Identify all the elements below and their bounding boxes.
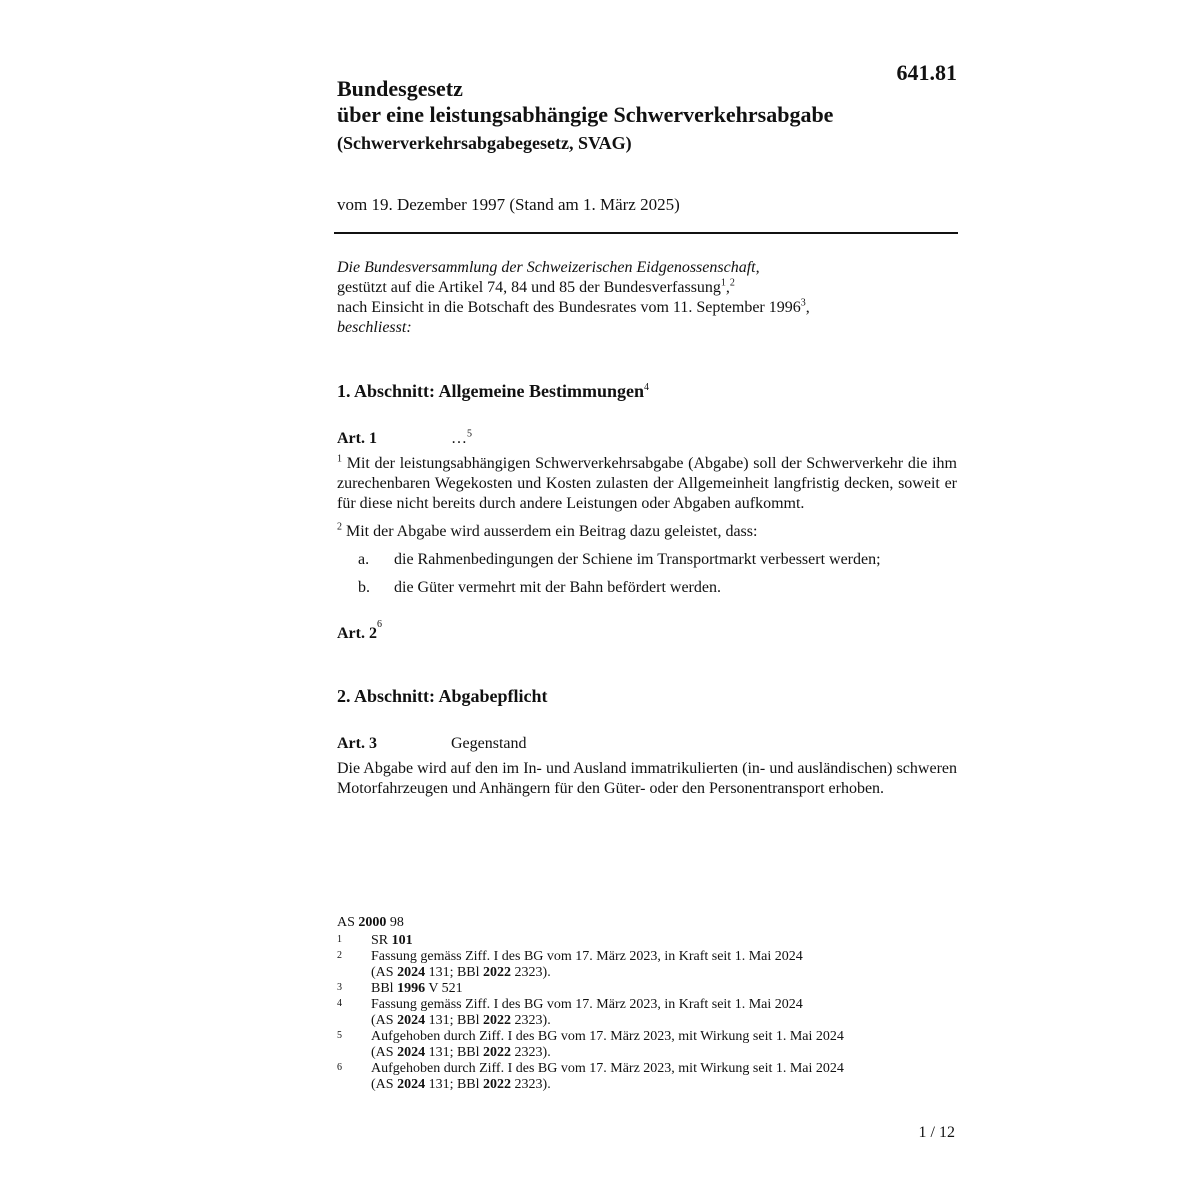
law-title (337, 76, 957, 128)
preamble-line-4: beschliesst: (337, 319, 412, 336)
title-line-1: Bundesgesetz (337, 76, 463, 101)
article-3-heading (337, 735, 957, 753)
footnote-ref-1[interactable]: 1 (720, 277, 726, 289)
preamble (337, 258, 957, 338)
header-divider (334, 232, 958, 234)
footnote-2: 2 Fassung gemäss Ziff. I des BG vom 17. März 2023, in Kraft seit 1. Mai 2024 (AS 2024 131; BBl 2022 2323). (337, 949, 803, 980)
article-1-para-2: $^2$ Mit der Abgabe wird ausserdem ein Beitrag dazu geleistet, dass: (337, 521, 758, 540)
law-date: vom 19. Dezember 1997 (Stand am 1. März 2025) (337, 195, 680, 214)
footnote-ref-2[interactable]: 2 (729, 277, 735, 289)
section-2-heading: 2. Abschnitt: Abgabepflicht (337, 686, 548, 706)
sr-number: 641.81 (896, 60, 957, 85)
footnote-5: 5 Aufgehoben durch Ziff. I des BG vom 17. März 2023, mit Wirkung seit 1. Mai 2024 (AS 2024 131; BBl 2022 2323). (337, 1029, 844, 1060)
article-3-para-1: Die Abgabe wird auf den im In- und Ausland immatrikulierten (in- und ausländischen) schweren Motorfahrzeugen und Anhängern für den Güter- oder den Personentransport erhoben. (337, 760, 957, 797)
footnote-6: 6 Aufgehoben durch Ziff. I des BG vom 17. März 2023, mit Wirkung seit 1. Mai 2024 (AS 2024 131; BBl 2022 2323). (337, 1061, 844, 1092)
preamble-line-3: nach Einsicht in die Botschaft des Bundesrates vom 11. September 1996$^3$, (337, 297, 810, 316)
list-item: b. die Güter vermehrt mit der Bahn befördert werden. (358, 579, 721, 596)
article-2-number: Art. 2 (337, 625, 377, 642)
article-1-title: …$^5$ (451, 428, 472, 447)
document-page (337, 60, 957, 799)
article-3-title: Gegenstand (451, 735, 527, 752)
law-short-title: (Schwerverkehrsabgabegesetz, SVAG) (337, 133, 632, 153)
official-compilation-ref: AS 2000 98 (337, 915, 404, 930)
footnote-ref-4[interactable]: 4 (644, 382, 650, 393)
preamble-line-2: gestützt auf die Artikel 74, 84 und 85 der Bundesverfassung$^1$,$^2$ (337, 277, 735, 296)
article-1-heading (337, 430, 957, 448)
footnote-3: 3 BBl 1996 V 521 (337, 981, 463, 996)
title-line-2: über eine leistungsabhängige Schwerverkehrsabgabe (337, 102, 834, 127)
footnotes (337, 915, 957, 1093)
footnote-ref-3[interactable]: 3 (800, 297, 806, 309)
section-1-heading: 1. Abschnitt: Allgemeine Bestimmungen$^4$ (337, 381, 650, 401)
preamble-line-1: Die Bundesversammlung der Schweizerischen Eidgenossenschaft, (337, 259, 760, 276)
list-item: a. die Rahmenbedingungen der Schiene im Transportmarkt verbessert werden; (358, 551, 881, 568)
article-1-list (337, 550, 957, 598)
article-2-heading (337, 619, 957, 643)
footnote-ref-5[interactable]: 5 (467, 428, 472, 440)
article-3-number: Art. 3 (337, 735, 377, 752)
article-1-para-1: $^1$ Mit der leistungsabhängigen Schwerverkehrsabgabe (Abgabe) soll der Schwerverkehr die ihm zurechenbaren Wegekosten und Kosten zulasten der Allgemeinheit langfristig decken, soweit er für diese nicht bereits durch andere Leistungen oder Abgaben aufkommt. (337, 453, 957, 512)
page-number: 1 / 12 (918, 1124, 955, 1141)
footnote-1: 1 SR 101 (337, 933, 413, 948)
footnote-ref-6[interactable]: 6 (376, 619, 382, 630)
article-1-number: Art. 1 (337, 430, 377, 447)
footnote-4: 4 Fassung gemäss Ziff. I des BG vom 17. März 2023, in Kraft seit 1. Mai 2024 (AS 2024 131; BBl 2022 2323). (337, 997, 803, 1028)
